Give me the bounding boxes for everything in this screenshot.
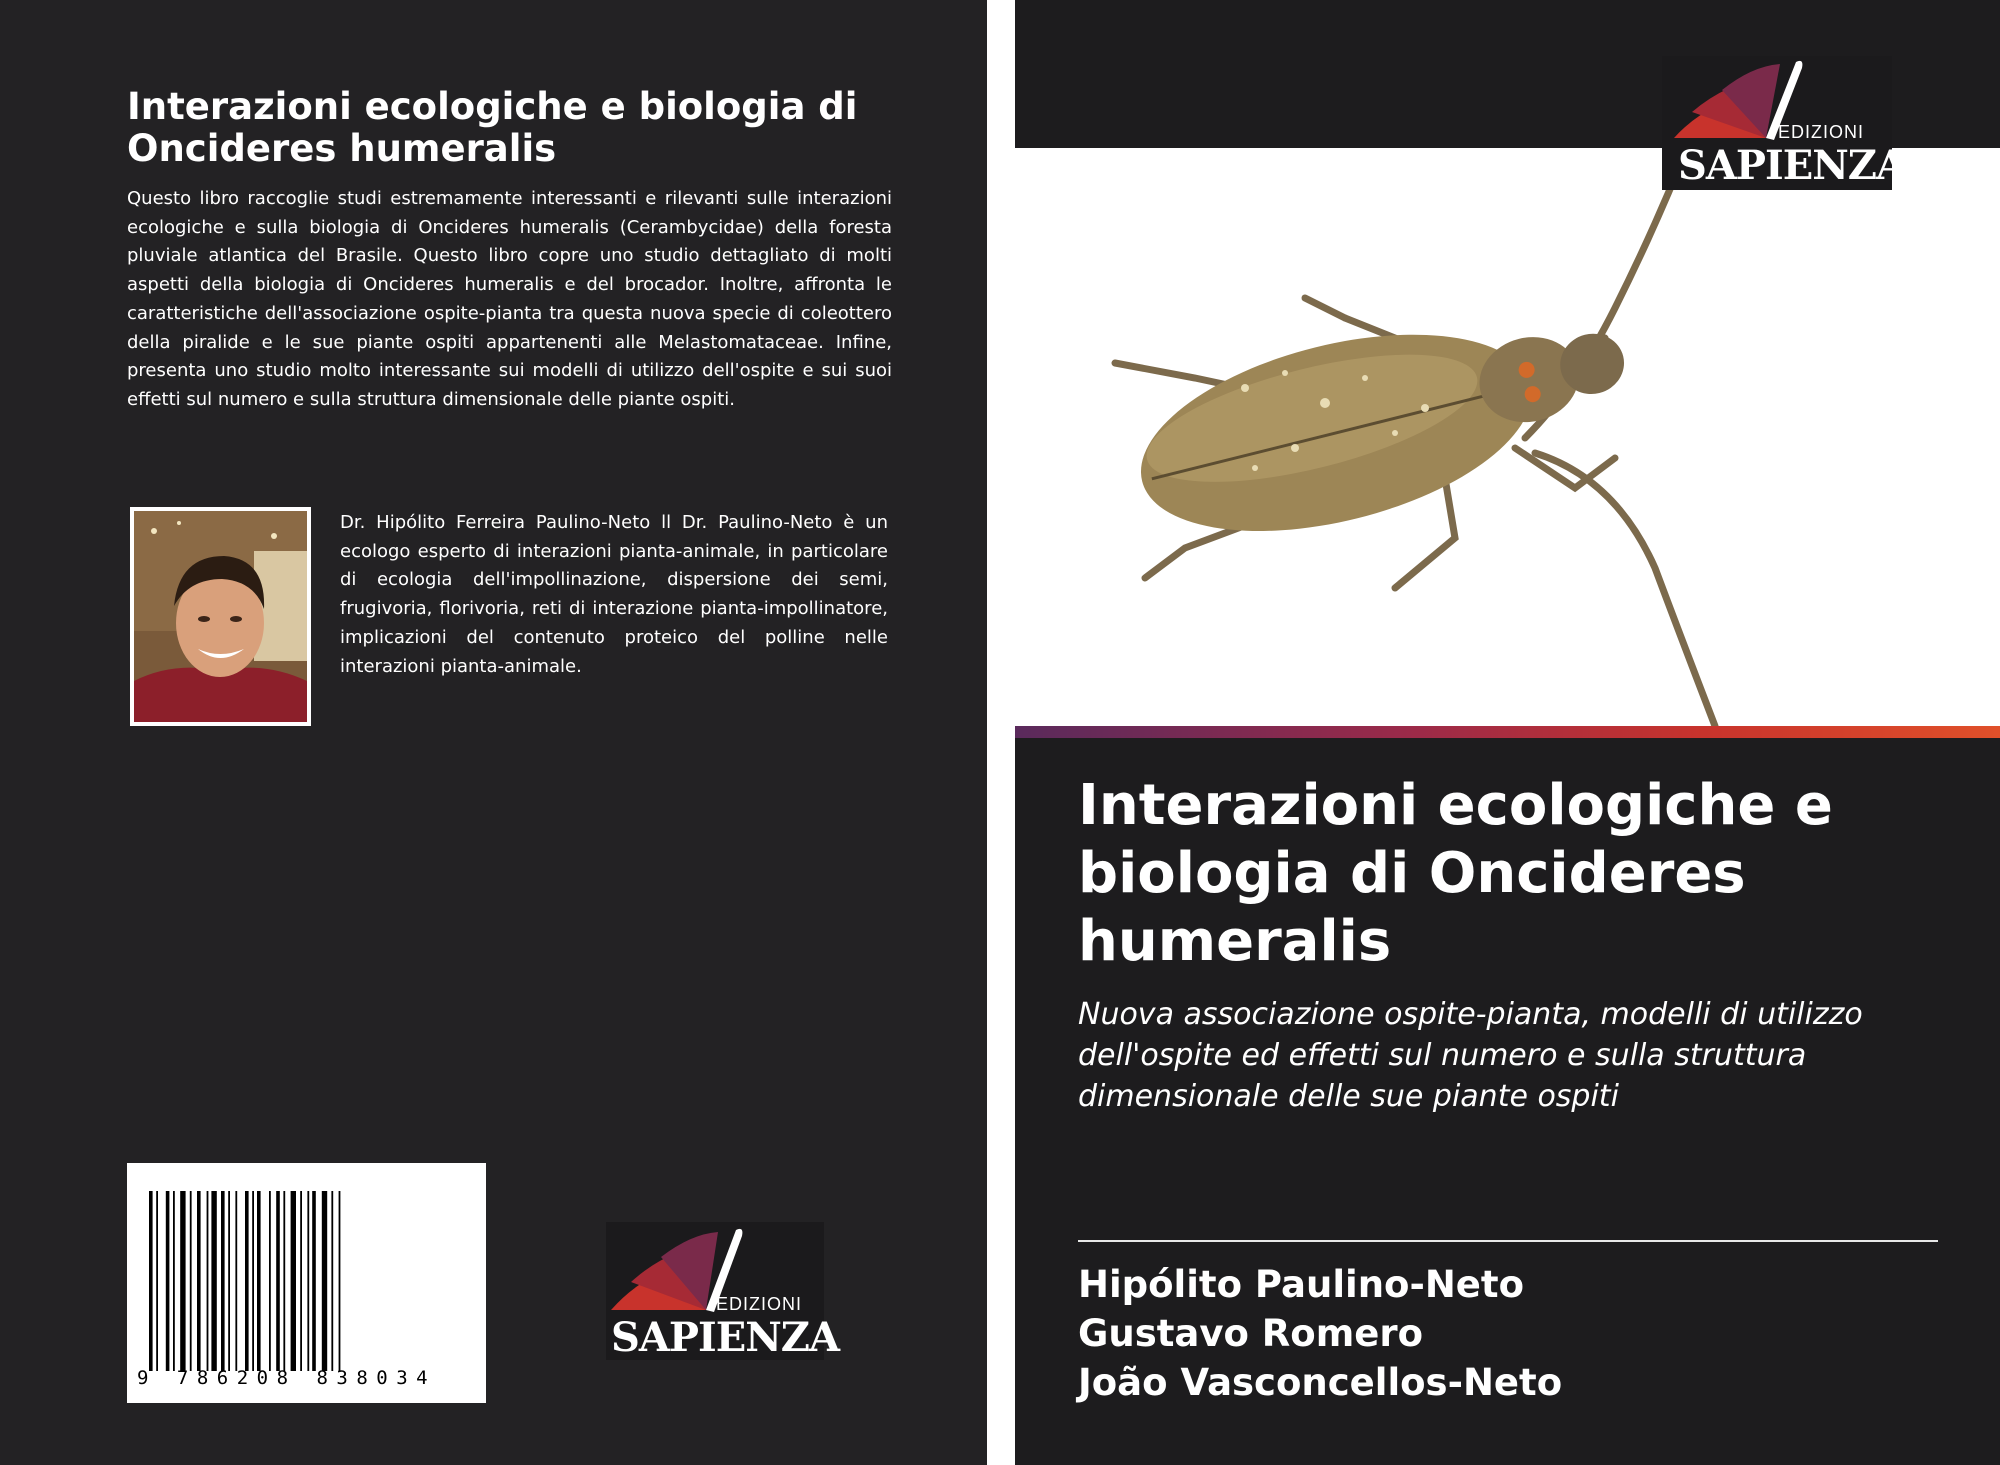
publisher-logo-back	[606, 1222, 839, 1361]
front-cover-subtitle: Nuova associazione ospite-pianta, modelli di utilizzo dell'ospite ed effetti sul numero e sulla struttura dimensionale delle sue piante ospiti	[1078, 997, 1863, 1114]
publisher-logo-front	[1662, 56, 1906, 190]
author-photo	[130, 507, 311, 726]
spine-gap	[987, 0, 1015, 1465]
isbn-digits: 9 786208 838034	[137, 1367, 437, 1389]
author-name: Hipólito Paulino-Neto	[1078, 1263, 1524, 1306]
title-author-divider	[1078, 1240, 1938, 1242]
back-cover-description: Questo libro raccoglie studi estremamente interessanti e rilevanti sulle interazioni ecologiche e sulla biologia di Oncideres humeralis (Cerambycidae) della foresta pluviale atlantica del Brasile. Questo libro copre uno studio dettagliato di molti aspetti della biologia di Oncideres humeralis e del brocador. Inoltre, affronta le caratteristiche dell'associazione ospite-pianta tra questa nuova specie di coleottero della piralide e le sue piante ospiti appartenenti alle Melastomataceae. Infine, presenta uno studio molto interessante sui modelli di utilizzo dell'ospite e sui suoi effetti sul numero e sulla struttura dimensionale delle piante ospiti.	[127, 188, 892, 410]
publisher-name: SAPIENZA	[611, 1314, 839, 1361]
front-cover-title: Interazioni ecologiche e biologia di Oncideres humeralis	[1078, 773, 1833, 974]
beetle-photo	[1015, 148, 2000, 726]
back-cover-title: Interazioni ecologiche e biologia di Oncideres humeralis	[127, 85, 858, 170]
publisher-edition-label: EDIZIONI	[716, 1294, 803, 1314]
isbn-barcode	[127, 1163, 486, 1403]
accent-gradient-bar	[1015, 726, 2000, 738]
author-bio: Dr. Hipólito Ferreira Paulino-Neto ll Dr. Paulino-Neto è un ecologo esperto di interazioni pianta-animale, in particolare di ecologia dell'impollinazione, dispersione dei semi, frugivoria, florivoria, reti di interazione pianta-impollinatore, implicazioni del contenuto proteico del polline nelle interazioni pianta-animale.	[340, 512, 888, 677]
publisher-edition-label: EDIZIONI	[1778, 122, 1865, 142]
author-name: Gustavo Romero	[1078, 1312, 1424, 1355]
publisher-name: SAPIENZA	[1678, 142, 1906, 189]
author-name: João Vasconcellos-Neto	[1078, 1361, 1563, 1404]
author-list	[1078, 1260, 1958, 1407]
